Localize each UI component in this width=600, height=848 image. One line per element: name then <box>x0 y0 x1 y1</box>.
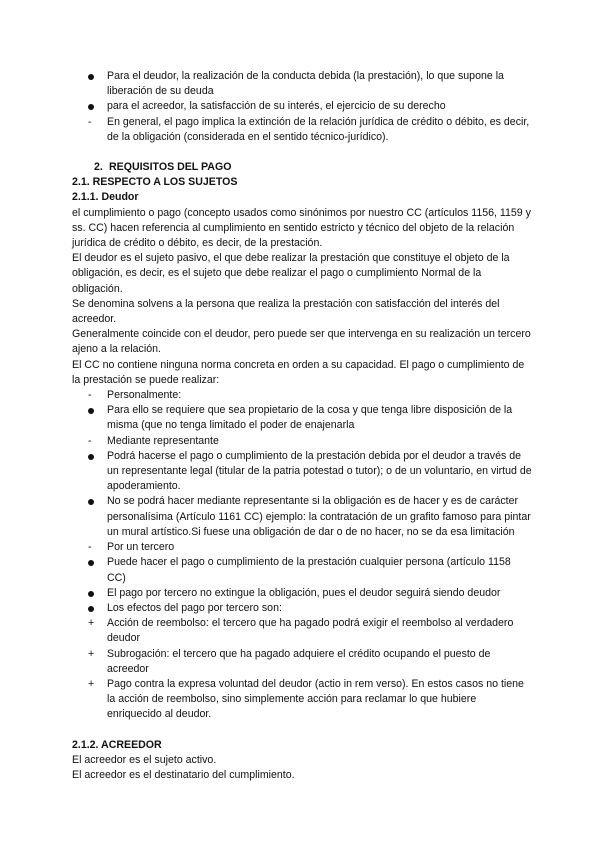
list-item <box>72 677 532 723</box>
plus-icon: + <box>88 647 95 660</box>
bullet-icon <box>88 601 102 617</box>
list-item-text: Personalmente: <box>107 389 182 402</box>
dash-icon: - <box>88 389 92 402</box>
list-item <box>72 616 532 646</box>
plus-icon: + <box>88 677 95 690</box>
list-item <box>72 449 532 495</box>
subsubsection-heading: 2.1.1. Deudor <box>72 191 139 204</box>
bullet-icon <box>88 586 102 602</box>
list-item <box>72 99 532 114</box>
paragraph: Generalmente coincide con el deudor, pero puede ser que intervenga en su realización un tercero ajeno a la relación. <box>72 328 531 356</box>
list-item <box>72 69 532 99</box>
paragraph: El deudor es el sujeto pasivo, el que debe realizar la prestación que constituye el objeto de la obligación, es decir, es el sujeto que debe realizar el pago o cumplimiento Normal de la obligación. <box>72 252 510 295</box>
bullet-icon <box>88 69 102 85</box>
list-item-text: El pago por tercero no extingue la obligación, pues el deudor seguirá siendo deudor <box>107 586 501 599</box>
section-heading <box>72 160 532 175</box>
bullet-icon <box>88 449 102 465</box>
subsection-heading: 2.1. RESPECTO A LOS SUJETOS <box>72 176 238 189</box>
bullet-icon <box>88 99 102 115</box>
list-item <box>72 388 532 403</box>
list-item <box>72 494 532 540</box>
section-title: REQUISITOS DEL PAGO <box>109 161 232 174</box>
list-item-text: Acción de reembolso: el tercero que ha pagado podrá exigir el reembolso al verdadero deudor <box>107 617 514 645</box>
subsubsection-heading: 2.1.2. ACREEDOR <box>72 738 162 751</box>
paragraph: el cumplimiento o pago (concepto usados como sinónimos por nuestro CC (artículos 1156, 1159 y ss. CC) hacen referencia al cumplimiento en sentido estricto y técnico del objeto de la relación jurídica de crédito o débito, es decir, de la prestación. <box>72 206 531 250</box>
list-item <box>72 555 532 585</box>
bullet-icon <box>88 403 102 419</box>
list-item <box>72 403 532 433</box>
list-item-text: Para ello se requiere que sea propietario de la cosa y que tenga libre disposición de la misma (que no tenga limitado el poder de enajenarla <box>107 404 513 432</box>
bullet-icon <box>88 494 102 510</box>
dash-icon: - <box>88 541 92 554</box>
paragraph: El CC no contiene ninguna norma concreta en orden a su capacidad. El pago o cumplimiento de la prestación se puede realizar: <box>72 358 525 386</box>
dash-icon: - <box>88 434 92 447</box>
list-item-text: No se podrá hacer mediante representante si la obligación es de hacer y es de carácter personalísima (Artículo 1161 CC) ejemplo: la contratación de un grafito famoso para pintar un mural artístico.Si fuese una obligación de dar o de no hacer, no se da esa limitación <box>107 495 531 538</box>
list-item-text: para el acreedor, la satisfacción de su interés, el ejercicio de su derecho <box>107 100 446 113</box>
bullet-icon <box>88 555 102 571</box>
paragraph: El acreedor es el sujeto activo. <box>72 753 217 766</box>
list-item-text: Puede hacer el pago o cumplimiento de la prestación cualquier persona (artículo 1158 CC) <box>107 556 511 584</box>
document-body <box>72 69 532 783</box>
list-item-text: Podrá hacerse el pago o cumplimiento de la prestación debida por el deudor a través de un representante legal (titular de la patria potestad o tutor); o de un voluntario, en virtud de apoderamiento. <box>107 449 532 493</box>
list-item-text: En general, el pago implica la extinción de la relación jurídica de crédito o débito, es decir, de la obligación (considerada en el sentido técnico-jurídico). <box>107 115 530 143</box>
list-item-text: Mediante representante <box>107 434 219 447</box>
list-item <box>72 540 532 555</box>
plus-icon: + <box>88 617 95 630</box>
paragraph: Se denomina solvens a la persona que realiza la prestación con satisfacción del interés del acreedor. <box>72 297 500 326</box>
list-item <box>72 647 532 677</box>
list-item-text: Para el deudor, la realización de la conducta debida (la prestación), lo que supone la liberación de su deuda <box>107 70 504 98</box>
list-item <box>72 586 532 601</box>
list-item <box>72 601 532 616</box>
dash-icon: - <box>88 115 92 128</box>
list-item-text: Los efectos del pago por tercero son: <box>107 601 282 614</box>
list-item <box>72 434 532 449</box>
list-item-text: Pago contra la expresa voluntad del deudor (actio in rem verso). En estos casos no tiene la acción de reembolso, sino simplemente acción para reclamar lo que hubiere enriquecido al deudor. <box>107 677 524 721</box>
list-item-text: Por un tercero <box>107 541 175 554</box>
paragraph: El acreedor es el destinatario del cumplimiento. <box>72 768 295 781</box>
list-item-text: Subrogación: el tercero que ha pagado adquiere el crédito ocupando el puesto de acreedor <box>107 647 491 675</box>
list-item <box>72 115 532 145</box>
section-number: 2. <box>94 161 103 174</box>
